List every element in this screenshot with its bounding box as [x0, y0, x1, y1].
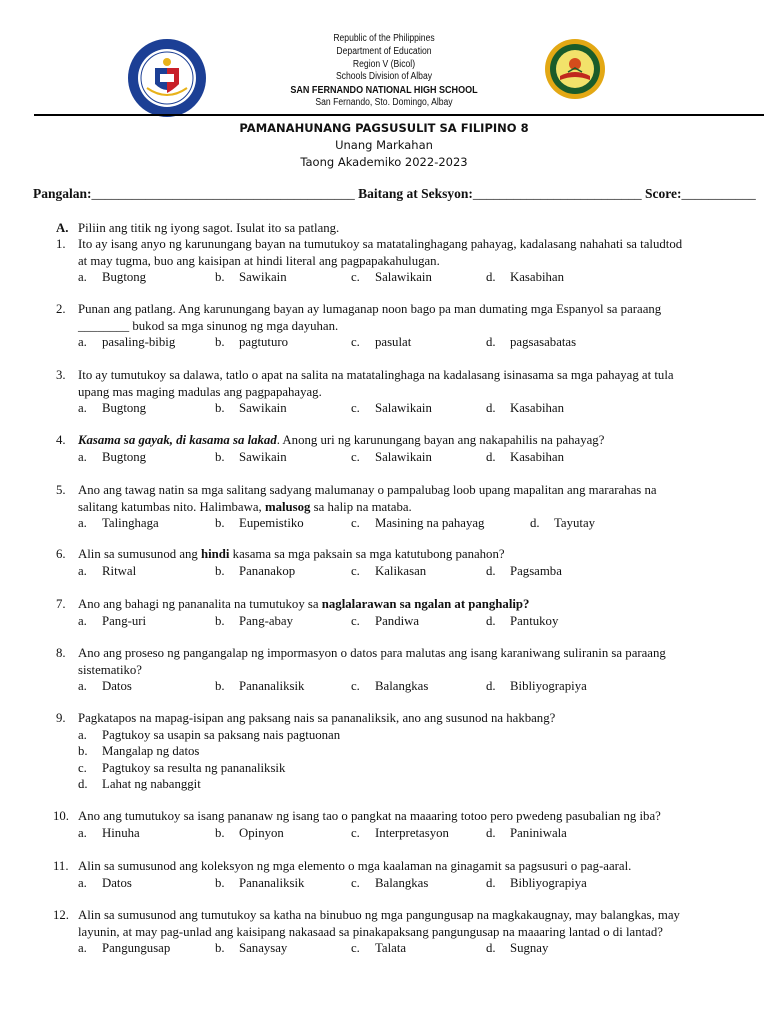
option-text: Mangalap ng datos: [102, 744, 200, 758]
answer-option: [215, 515, 304, 532]
option-text: Kasabihan: [510, 270, 565, 284]
question-text: Ano ang tawag natin sa mga salitang sadyang malumanay o pampalubag loob upang mapalitan ang mararahas na: [78, 483, 657, 497]
answer-option: [78, 743, 199, 760]
score-label: Score:: [645, 186, 682, 201]
name-blank[interactable]: _______________________________________: [91, 186, 355, 201]
option-letter: d.: [486, 613, 496, 628]
option-letter: c.: [351, 401, 360, 415]
question-text: ________ bukod sa mga sinunog ng mga dayuhan.: [78, 318, 339, 333]
option-text: Pangungusap: [102, 941, 171, 955]
answer-option: [486, 940, 548, 957]
answer-option: [78, 678, 132, 695]
option-letter: c.: [351, 875, 360, 890]
answer-option: [78, 727, 340, 744]
option-letter: c.: [351, 516, 360, 530]
question-text: upang mas maging madulas ang pagpapahayag.: [78, 384, 322, 399]
answer-option: [215, 678, 304, 695]
option-letter: a.: [78, 563, 87, 578]
option-text: Kalikasan: [375, 563, 427, 578]
option-text: Sanaysay: [239, 941, 288, 955]
answer-option: [486, 269, 564, 286]
header-line: Republic of the Philippines: [333, 33, 435, 44]
option-text: Sawikain: [239, 270, 287, 284]
option-letter: a.: [78, 875, 87, 890]
question-number: 5.: [56, 483, 66, 497]
option-letter: b.: [215, 825, 225, 840]
option-text: Ritwal: [102, 563, 137, 578]
option-text: Kasabihan: [510, 401, 565, 415]
option-text: Pagtukoy sa resulta ng pananaliksik: [102, 760, 286, 775]
option-letter: d.: [486, 401, 496, 415]
option-letter: c.: [351, 563, 360, 578]
option-letter: c.: [78, 760, 87, 775]
option-text: Datos: [102, 875, 132, 890]
question-text: Punan ang patlang. Ang karunungang bayan ay lumaganap noon bago pa man dumating mga Espanyol sa paraang: [78, 302, 662, 316]
answer-option: [78, 400, 146, 417]
question-text: Ano ang tumutukoy sa isang pananaw ng isang tao o pangkat na maaaring totoo pero pwedeng pasubalian ng iba?: [78, 809, 661, 823]
answer-option: [78, 776, 201, 793]
question-number: 1.: [56, 237, 66, 251]
question-text: sistematiko?: [78, 662, 142, 677]
exam-title: PAMANAHUNANG PAGSUSULIT SA FILIPINO 8: [239, 121, 529, 135]
option-text: Paniniwala: [510, 825, 567, 840]
name-label: Pangalan:: [33, 186, 92, 201]
option-text: pagsasabatas: [510, 335, 577, 349]
exam-quarter: Unang Markahan: [335, 138, 433, 152]
option-text: Opinyon: [239, 825, 284, 840]
question-number: 4.: [56, 433, 66, 447]
answer-option: [215, 269, 287, 286]
option-letter: c.: [351, 270, 360, 284]
answer-option: [351, 269, 432, 286]
question-bold: hindi: [201, 547, 230, 561]
option-letter: a.: [78, 516, 87, 530]
answer-option: [351, 449, 432, 466]
answer-option: [486, 678, 587, 695]
question-text: Ito ay tumutukoy sa dalawa, tatlo o apat na salita na matatalinghaga na kadalasang isinasama sa mga pahayag at tula: [78, 368, 674, 382]
school-name: SAN FERNANDO NATIONAL HIGH SCHOOL: [290, 84, 478, 97]
option-letter: b.: [215, 270, 225, 284]
answer-option: [78, 875, 132, 892]
option-letter: d.: [486, 875, 496, 890]
question-text: Ano ang proseso ng pangangalap ng impormasyon o datos para malutas ang isang karaniwang suliranin sa paraang: [78, 646, 666, 660]
question-text: Ito ay isang anyo ng karunungang bayan na tumutukoy sa matatalinghagang pahayag, kadalasang nahahati sa taludtod: [78, 237, 683, 251]
option-text: Bibliyograpiya: [510, 679, 587, 693]
option-letter: d.: [78, 777, 88, 791]
question-emphasis: Kasama sa gayak, di kasama sa lakad: [78, 433, 277, 447]
header-line: Schools Division of Albay: [335, 71, 433, 83]
answer-option: [215, 334, 288, 351]
option-text: Interpretasyon: [375, 825, 449, 840]
question-text: at may tugma, buo ang kaisipan at hindi literal ang pagpapakahulugan.: [78, 253, 440, 268]
answer-option: [351, 678, 428, 695]
option-text: Talinghaga: [102, 516, 159, 530]
option-letter: b.: [215, 516, 225, 530]
option-text: Pagtukoy sa usapin sa paksang nais pagtuonan: [102, 727, 341, 742]
option-text: Balangkas: [375, 679, 429, 693]
option-text: Hinuha: [102, 825, 140, 840]
option-text: Kasabihan: [510, 449, 565, 464]
option-text: Pananaliksik: [239, 875, 305, 890]
option-letter: b.: [215, 679, 225, 693]
option-letter: d.: [486, 449, 496, 464]
option-text: Pantukoy: [510, 613, 559, 628]
option-letter: d.: [486, 679, 496, 693]
option-text: Eupemistiko: [239, 516, 304, 530]
school-address: San Fernando, Sto. Domingo, Albay: [315, 96, 453, 108]
question-text: layunin, at may pag-unlad ang kaisipang nakasaad sa pinakapaksang pangungusap na maaaring lantad o di lantad?: [78, 924, 663, 939]
answer-option: [351, 613, 419, 630]
answer-option: [351, 825, 449, 842]
option-letter: a.: [78, 679, 87, 693]
section-instruction: Piliin ang titik ng iyong sagot. Isulat ito sa patlang.: [78, 221, 340, 235]
option-text: pagtuturo: [239, 335, 289, 349]
option-text: pasulat: [375, 335, 412, 349]
option-text: Bugtong: [102, 401, 147, 415]
option-text: Salawikain: [375, 449, 432, 464]
option-text: Pananakop: [239, 563, 296, 578]
answer-option: [215, 449, 287, 466]
answer-option: [215, 563, 295, 580]
question-number: 10.: [53, 809, 69, 823]
answer-option: [78, 515, 159, 532]
answer-option: [78, 449, 146, 466]
option-text: Bibliyograpiya: [510, 875, 587, 890]
option-text: Sawikain: [239, 401, 287, 415]
option-letter: c.: [351, 679, 360, 693]
option-text: Sugnay: [510, 941, 549, 955]
option-letter: d.: [486, 335, 496, 349]
option-letter: a.: [78, 727, 87, 742]
answer-option: [351, 875, 428, 892]
question-text-pre: Ano ang bahagi ng pananalita na tumutukoy sa: [78, 597, 322, 611]
document-header: [0, 0, 768, 116]
question-number: 3.: [56, 368, 66, 382]
question-text-post: kasama sa mga paksain sa mga katutubong panahon?: [229, 547, 505, 561]
answer-option: [78, 940, 170, 957]
option-text: Balangkas: [375, 875, 429, 890]
option-text: Datos: [102, 679, 132, 693]
option-letter: a.: [78, 335, 87, 349]
option-letter: b.: [215, 875, 225, 890]
option-letter: d.: [486, 270, 496, 284]
option-letter: a.: [78, 941, 87, 955]
answer-option: [78, 613, 146, 630]
question-text-post: sa halip na mataba.: [310, 499, 412, 514]
option-letter: d.: [486, 941, 496, 955]
question-bold: malusog: [264, 499, 311, 514]
question-number: 9.: [56, 711, 66, 725]
option-letter: d.: [486, 825, 496, 840]
answer-option: [215, 400, 287, 417]
answer-option: [215, 825, 284, 842]
answer-option: [78, 269, 146, 286]
option-letter: b.: [215, 563, 225, 578]
answer-option: [78, 563, 136, 580]
question-text: Pagkatapos na mapag-isipan ang paksang nais sa pananaliksik, ano ang susunod na hakbang?: [78, 711, 556, 725]
option-letter: b.: [215, 941, 225, 955]
option-letter: c.: [351, 335, 360, 349]
answer-option: [215, 940, 287, 957]
grade-label: Baitang at Seksyon:: [358, 186, 473, 201]
header-divider: [34, 114, 764, 116]
question-text: [78, 432, 604, 449]
answer-option: [78, 334, 175, 351]
option-letter: c.: [351, 825, 360, 840]
question-bold: naglalarawan sa ngalan at panghalip?: [321, 597, 530, 611]
option-letter: b.: [215, 401, 225, 415]
option-text: Talata: [375, 941, 407, 955]
answer-option: [351, 563, 426, 580]
option-letter: d.: [530, 516, 540, 530]
option-text: Masining na pahayag: [375, 516, 485, 530]
option-letter: a.: [78, 613, 87, 628]
answer-option: [486, 613, 558, 630]
question-text: [78, 596, 529, 613]
option-text: Salawikain: [375, 270, 432, 284]
header-line: Department of Education: [336, 45, 432, 57]
answer-option: [78, 825, 140, 842]
grade-blank[interactable]: _________________________: [472, 186, 642, 201]
option-text: Pang-abay: [239, 613, 294, 628]
option-letter: a.: [78, 270, 87, 284]
option-text: Sawikain: [239, 449, 287, 464]
option-letter: b.: [78, 744, 88, 758]
option-letter: a.: [78, 401, 87, 415]
answer-option: [215, 875, 304, 892]
score-blank[interactable]: ___________: [681, 186, 756, 201]
option-text: pasaling-bibig: [102, 335, 176, 349]
section-letter: A.: [56, 221, 69, 235]
option-letter: c.: [351, 449, 360, 464]
option-text: Pandiwa: [375, 613, 420, 628]
answer-option: [351, 515, 484, 532]
option-text: Pang-uri: [102, 613, 147, 628]
answer-option: [351, 400, 432, 417]
question-text: Alin sa sumusunod ang koleksyon ng mga elemento o mga kaalaman na ginagamit sa pagsusuri o pag-aaral.: [78, 859, 632, 873]
option-letter: b.: [215, 613, 225, 628]
option-letter: a.: [78, 825, 87, 840]
question-number: 2.: [56, 302, 66, 316]
exam-year: Taong Akademiko 2022-2023: [300, 155, 468, 169]
option-text: Lahat ng nabanggit: [102, 777, 201, 791]
answer-option: [351, 940, 406, 957]
answer-option: [530, 515, 595, 532]
option-letter: c.: [351, 613, 360, 628]
header-line: Region V (Bicol): [352, 58, 416, 70]
question-number: 12.: [53, 908, 69, 922]
answer-option: [486, 449, 564, 466]
question-number: 6.: [56, 547, 66, 561]
option-letter: d.: [486, 563, 496, 578]
answer-option: [486, 875, 587, 892]
question-text: [78, 546, 505, 563]
student-info-line: [33, 186, 756, 202]
option-text: Salawikain: [375, 401, 432, 415]
question-text-pre: salitang katumbas nito. Halimbawa,: [78, 499, 265, 514]
option-letter: b.: [215, 335, 225, 349]
answer-option: [486, 825, 567, 842]
answer-option: [486, 334, 576, 351]
question-number: 7.: [56, 597, 66, 611]
option-text: Bugtong: [102, 270, 147, 284]
option-letter: a.: [78, 449, 87, 464]
option-text: Pagsamba: [510, 563, 562, 578]
question-number: 11.: [53, 859, 69, 873]
option-letter: c.: [351, 941, 360, 955]
question-text-rest: . Anong uri ng karunungang bayan ang nakapahilis na pahayag?: [276, 433, 605, 447]
option-text: Tayutay: [554, 516, 596, 530]
option-text: Bugtong: [102, 449, 147, 464]
question-text: [78, 499, 412, 516]
option-text: Pananaliksik: [239, 679, 305, 693]
answer-option: [78, 760, 285, 777]
question-text: Alin sa sumusunod ang tumutukoy sa katha na binubuo ng mga pangungusap na magkakaugnay, may balangkas, may: [78, 908, 680, 922]
answer-option: [351, 334, 411, 351]
answer-option: [215, 613, 293, 630]
option-letter: b.: [215, 449, 225, 464]
question-text-pre: Alin sa sumusunod ang: [78, 547, 201, 561]
answer-option: [486, 563, 562, 580]
question-number: 8.: [56, 646, 66, 660]
answer-option: [486, 400, 564, 417]
header-text: [54, 33, 714, 110]
exam-titles: [0, 120, 768, 171]
